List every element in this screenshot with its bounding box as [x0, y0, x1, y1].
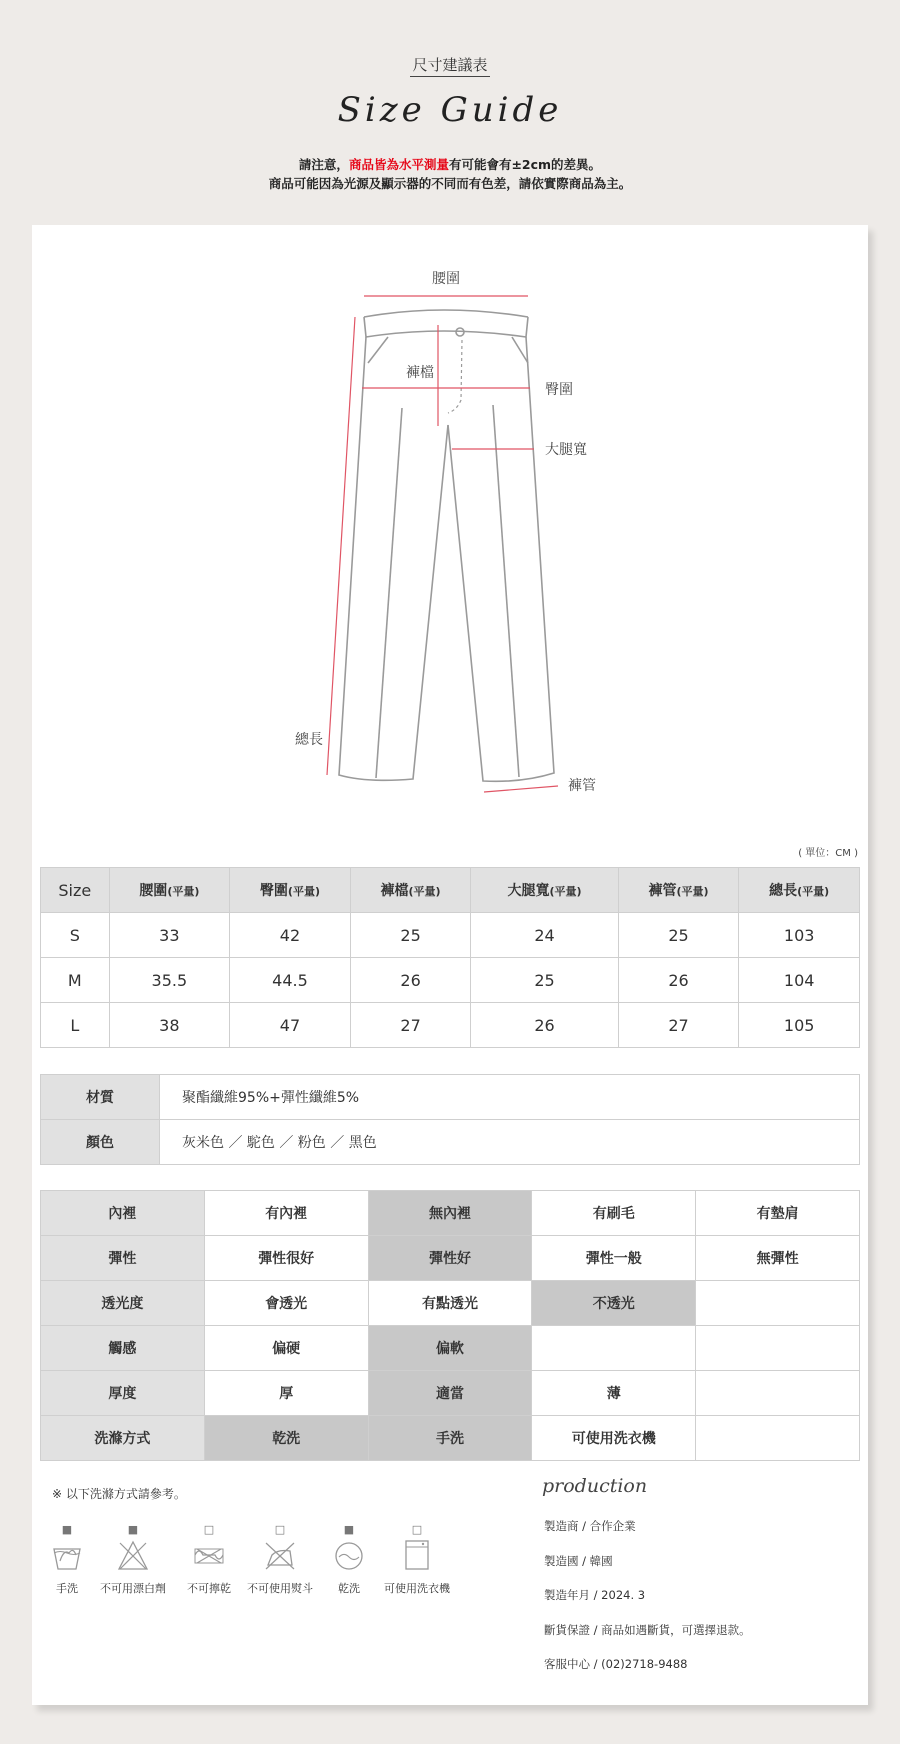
- size-cell: 44.5: [230, 958, 351, 1003]
- attribute-row: [41, 1371, 860, 1416]
- care-label: 不可用漂白劑: [100, 1582, 166, 1595]
- attribute-label: 洗滌方式: [41, 1416, 205, 1461]
- production-line: 製造年月 / 2024. 3: [544, 1588, 646, 1602]
- material-label: 材質: [41, 1075, 160, 1120]
- attribute-option: [696, 1281, 860, 1326]
- size-header-cell: 臀圍(平量): [230, 868, 351, 913]
- dry-clean-icon: [333, 1539, 365, 1573]
- measurement-notice: 請注意，商品皆為水平測量有可能會有±2cm的差異。 商品可能因為光源及顯示器的不同而有色差，請依實際商品為主。: [268, 157, 632, 191]
- attribute-row: [41, 1281, 860, 1326]
- attribute-option: 薄: [532, 1371, 696, 1416]
- attribute-option: [532, 1326, 696, 1371]
- size-cell: 105: [739, 1003, 860, 1048]
- care-mark: □: [274, 1523, 286, 1536]
- attribute-label: 觸感: [41, 1326, 205, 1371]
- care-mark: ■: [61, 1523, 73, 1536]
- attribute-option: 有墊肩: [696, 1191, 860, 1236]
- size-cell: M: [41, 958, 110, 1003]
- size-cell: 25: [618, 913, 739, 958]
- size-header-cell: 腰圍(平量): [109, 868, 230, 913]
- measure-method: (平量): [408, 885, 441, 898]
- attribute-option: 有點透光: [368, 1281, 532, 1326]
- no-bleach-icon: [117, 1539, 149, 1573]
- measure-method: (平量): [676, 885, 709, 898]
- length-label: 總長: [295, 732, 323, 748]
- care-item: [372, 1523, 462, 1596]
- size-header-cell: 大腿寬(平量): [471, 868, 618, 913]
- size-cell: 27: [618, 1003, 739, 1048]
- machine-wash-icon: [401, 1539, 433, 1573]
- production-line: 製造國 / 韓國: [544, 1553, 613, 1568]
- size-cell: 25: [471, 958, 618, 1003]
- waist-label: 腰圍: [432, 271, 460, 287]
- notice-highlight: 商品皆為水平測量: [348, 157, 449, 172]
- size-header-cell: 總長(平量): [739, 868, 860, 913]
- size-cell: 26: [350, 958, 471, 1003]
- attribute-option-selected: 無內裡: [368, 1191, 532, 1236]
- table-row: [41, 958, 860, 1003]
- attribute-option-selected: 乾洗: [204, 1416, 368, 1461]
- attribute-option-selected: 不透光: [532, 1281, 696, 1326]
- attribute-row: [41, 1416, 860, 1461]
- thigh-label: 大腿寬: [545, 442, 587, 458]
- care-label: 不可使用熨斗: [247, 1582, 313, 1595]
- production-line: 製造商 / 合作企業: [544, 1519, 636, 1533]
- attribute-option-selected: 手洗: [368, 1416, 532, 1461]
- attribute-row: [41, 1191, 860, 1236]
- size-cell: 38: [109, 1003, 230, 1048]
- size-cell: 104: [739, 958, 860, 1003]
- attribute-option: 無彈性: [696, 1236, 860, 1281]
- attribute-option: [696, 1416, 860, 1461]
- care-label: 手洗: [56, 1582, 78, 1595]
- attribute-option-selected: 彈性好: [368, 1236, 532, 1281]
- attribute-option-selected: 偏軟: [368, 1326, 532, 1371]
- hip-label: 臀圍: [545, 382, 573, 398]
- size-header-cell: Size: [41, 868, 110, 913]
- color-label: 顏色: [41, 1120, 160, 1165]
- care-label: 不可擰乾: [187, 1582, 231, 1595]
- size-card: [32, 225, 868, 1705]
- attribute-option: 彈性一般: [532, 1236, 696, 1281]
- measure-method: (平量): [797, 885, 830, 898]
- care-label: 可使用洗衣機: [384, 1582, 450, 1595]
- size-cell: S: [41, 913, 110, 958]
- care-label: 乾洗: [338, 1582, 360, 1595]
- care-mark: □: [411, 1523, 423, 1536]
- size-cell: 27: [350, 1003, 471, 1048]
- page-title: Size Guide: [337, 90, 563, 130]
- fabric-attribute-table: [40, 1190, 860, 1461]
- size-cell: 103: [739, 913, 860, 958]
- size-cell: 24: [471, 913, 618, 958]
- measure-method: (平量): [167, 885, 200, 898]
- care-mark: ■: [127, 1523, 139, 1536]
- size-cell: 42: [230, 913, 351, 958]
- attribute-option: [696, 1371, 860, 1416]
- table-row: [41, 913, 860, 958]
- hem-label: 褲管: [568, 778, 596, 794]
- attribute-label: 透光度: [41, 1281, 205, 1326]
- attribute-option: 有內裡: [204, 1191, 368, 1236]
- attribute-option-selected: 適當: [368, 1371, 532, 1416]
- size-header-cell: 褲檔(平量): [350, 868, 471, 913]
- pants-diagram: [32, 225, 868, 805]
- no-iron-icon: [264, 1539, 296, 1573]
- hand-wash-icon: [51, 1539, 83, 1573]
- measure-method: (平量): [549, 885, 582, 898]
- material-row: [41, 1075, 860, 1120]
- attribute-option: 偏硬: [204, 1326, 368, 1371]
- size-cell: 26: [471, 1003, 618, 1048]
- production-line: 斷貨保證 / 商品如遇斷貨，可選擇退款。: [544, 1622, 751, 1637]
- size-guide-label: 尺寸建議表: [0, 54, 900, 75]
- size-cell: 35.5: [109, 958, 230, 1003]
- size-cell: 47: [230, 1003, 351, 1048]
- table-row: [41, 1003, 860, 1048]
- attribute-label: 厚度: [41, 1371, 205, 1416]
- size-cell: 26: [618, 958, 739, 1003]
- attribute-option: 會透光: [204, 1281, 368, 1326]
- attribute-label: 彈性: [41, 1236, 205, 1281]
- attribute-option: 彈性很好: [204, 1236, 368, 1281]
- attribute-option: [696, 1326, 860, 1371]
- color-value: 灰米色 ／ 駝色 ／ 粉色 ／ 黑色: [160, 1120, 860, 1165]
- size-table: [40, 867, 860, 1048]
- material-table: [40, 1074, 860, 1165]
- attribute-option: 可使用洗衣機: [532, 1416, 696, 1461]
- material-value: 聚酯纖維95%+彈性纖維5%: [160, 1075, 860, 1120]
- rise-label: 褲檔: [406, 365, 434, 381]
- measure-method: (平量): [287, 885, 320, 898]
- care-mark: □: [203, 1523, 215, 1536]
- unit-note: ( 單位：CM ): [798, 848, 858, 859]
- production-title: production: [542, 1475, 648, 1497]
- size-header-cell: 褲管(平量): [618, 868, 739, 913]
- attribute-row: [41, 1236, 860, 1281]
- size-cell: 33: [109, 913, 230, 958]
- production-line: 客服中心 / (02)2718-9488: [544, 1657, 688, 1671]
- size-cell: L: [41, 1003, 110, 1048]
- attribute-label: 內裡: [41, 1191, 205, 1236]
- attribute-row: [41, 1326, 860, 1371]
- size-cell: 25: [350, 913, 471, 958]
- attribute-option: 厚: [204, 1371, 368, 1416]
- no-wring-icon: [193, 1539, 225, 1573]
- color-row: [41, 1120, 860, 1165]
- attribute-option: 有刷毛: [532, 1191, 696, 1236]
- care-mark: ■: [343, 1523, 355, 1536]
- care-note: ※ 以下洗滌方式請參考。: [52, 1487, 186, 1501]
